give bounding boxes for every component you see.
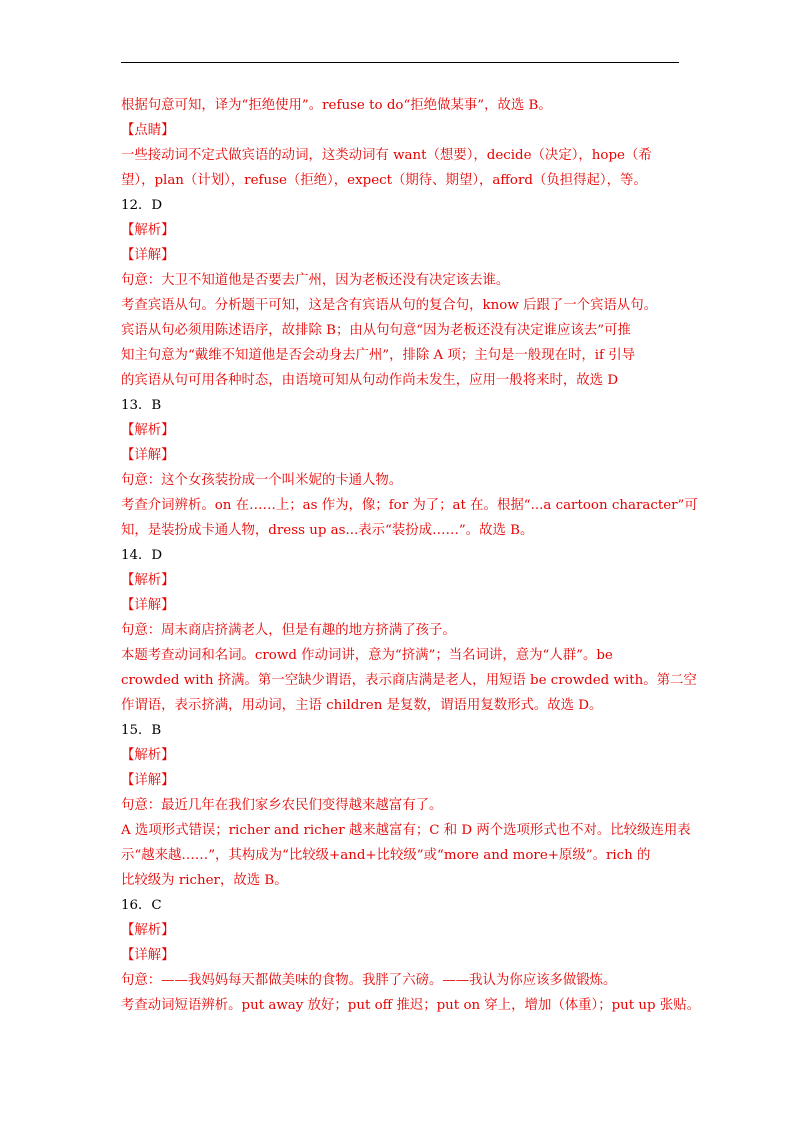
header-rule — [121, 62, 679, 63]
text-line: 考查介词辨析。on 在……上；as 作为，像；for 为了；at 在。根据“...a cartoon character”可 — [121, 498, 698, 513]
section-heading: 【解析】 — [121, 748, 175, 763]
section-heading: 【解析】 — [121, 223, 175, 238]
text-line: 根据句意可知，译为“拒绝使用”。refuse to do“拒绝做某事”，故选 B。 — [121, 98, 552, 113]
text-line: 考查宾语从句。分析题干可知，这是含有宾语从句的复合句，know 后跟了一个宾语从句。 — [121, 298, 657, 313]
question-answer-number: 13．B — [121, 398, 162, 413]
text-line: 的宾语从句可用各种时态，由语境可知从句动作尚未发生，应用一般将来时，故选 D — [121, 373, 619, 388]
text-line: 句意：——我妈妈每天都做美味的食物。我胖了六磅。——我认为你应该多做锻炼。 — [121, 973, 617, 988]
section-heading: 【解析】 — [121, 923, 175, 938]
text-line: 作谓语，表示挤满，用动词，主语 children 是复数，谓语用复数形式。故选 D。 — [121, 698, 603, 713]
text-line: 知，是装扮成卡通人物，dress up as...表示“装扮成……”。故选 B。 — [121, 523, 534, 538]
text-line: 知主句意为“戴维不知道他是否会动身去广州”，排除 A 项；主句是一般现在时，if 引导 — [121, 348, 636, 363]
section-heading: 【详解】 — [121, 598, 175, 613]
question-answer-number: 15．B — [121, 723, 162, 738]
text-line: 望），plan（计划），refuse（拒绝），expect（期待、期望），afford（负担得起），等。 — [121, 173, 647, 188]
section-heading: 【详解】 — [121, 948, 175, 963]
text-line: 一些接动词不定式做宾语的动词，这类动词有 want（想要），decide（决定），hope（希 — [121, 148, 652, 163]
text-line: 句意：周末商店挤满老人，但是有趣的地方挤满了孩子。 — [121, 623, 456, 638]
text-line: A 选项形式错误；richer and richer 越来越富有；C 和 D 两个选项形式也不对。比较级连用表 — [121, 823, 691, 838]
question-answer-number: 14．D — [121, 548, 163, 563]
section-heading: 【解析】 — [121, 423, 175, 438]
text-line: 比较级为 richer，故选 B。 — [121, 873, 288, 888]
question-answer-number: 12．D — [121, 198, 163, 213]
section-heading: 【详解】 — [121, 773, 175, 788]
section-heading: 【详解】 — [121, 248, 175, 263]
text-line: 句意：这个女孩装扮成一个叫米妮的卡通人物。 — [121, 473, 403, 488]
text-line: crowded with 挤满。第一空缺少谓语，表示商店满是老人，用短语 be crowded with。第二空 — [121, 673, 697, 688]
text-line: 句意：最近几年在我们家乡农民们变得越来越富有了。 — [121, 798, 443, 813]
text-line: 宾语从句必须用陈述语序，故排除 B；由从句句意“因为老板还没有决定谁应该去”可推 — [121, 323, 631, 338]
section-heading: 【详解】 — [121, 448, 175, 463]
text-line: 本题考查动词和名词。crowd 作动词讲，意为“挤满”；当名词讲，意为“人群”。be — [121, 648, 613, 663]
text-line: 考查动词短语辨析。put away 放好；put off 推迟；put on 穿上，增加（体重）；put up 张贴。 — [121, 998, 701, 1013]
text-line: 句意：大卫不知道他是否要去广州，因为老板还没有决定该去谁。 — [121, 273, 510, 288]
answer-explanation-text — [121, 93, 701, 1018]
question-answer-number: 16．C — [121, 898, 162, 913]
text-line: 示“越来越……”，其构成为“比较级+and+比较级”或“more and more+原级”。rich 的 — [121, 848, 651, 863]
section-heading: 【解析】 — [121, 573, 175, 588]
section-heading: 【点睛】 — [121, 123, 175, 138]
